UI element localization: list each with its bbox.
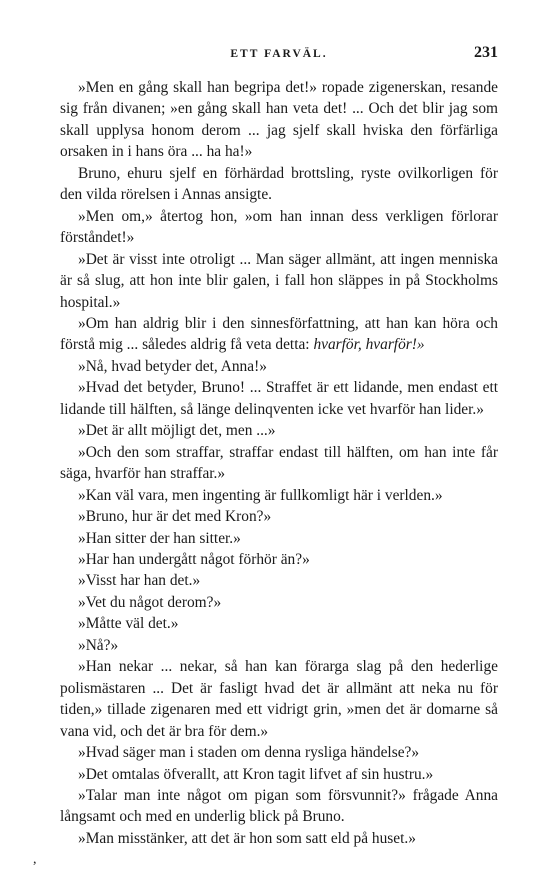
paragraph: »Bruno, hur är det med Kron?» <box>78 508 272 526</box>
page-header <box>60 44 498 68</box>
paragraph: »Det är visst inte otroligt ... Man säger allmänt, att ingen menniska är så slug, att hon inte blir galen, i fall hon släppes in på Stockholms hospital.» <box>60 250 498 311</box>
paragraph: »Han sitter der han sitter.» <box>78 529 241 547</box>
paragraph: »Nå, hvad betyder det, Anna!» <box>78 357 267 375</box>
paragraph: »Han nekar ... nekar, så han kan förarga slag på den hederlige polismästaren ... Det är fasligt hvad det är allmänt att neka nu för tiden,» tillade zigenaren med ett vidrigt grin, »men det är domarne så vana vid, och det är bra för dem.» <box>60 658 498 740</box>
paragraph <box>60 313 498 356</box>
paragraph: »Har han undergått något förhör än?» <box>78 550 310 568</box>
paragraph: »Måtte väl det.» <box>78 615 179 633</box>
paragraph: »Det omtalas öfverallt, att Kron tagit lifvet af sin hustru.» <box>78 765 434 783</box>
paragraph: »Hvad det betyder, Bruno! ... Straffet är ett lidande, men endast ett lidande till hälften, så länge delinqventen icke vet hvarför han lider.» <box>60 379 498 418</box>
paragraph: »Visst har han det.» <box>78 572 201 590</box>
paragraph: »Kan väl vara, men ingenting är fullkomligt här i verlden.» <box>78 486 443 504</box>
paragraph: »Och den som straffar, straffar endast till hälften, om han inte får säga, hvarför han straffar.» <box>60 443 498 483</box>
paragraph: »Talar man inte något om pigan som försvunnit?» frågade Anna långsamt och med en underlig blick på Bruno. <box>60 786 498 826</box>
paragraph: »Men om,» återtog hon, »om han innan dess verkligen förlorar förståndet!» <box>60 207 498 247</box>
paragraph: »Det är allt möjligt det, men ...» <box>78 422 276 440</box>
italic-emphasis: hvarför, hvarför!» <box>313 336 425 354</box>
paragraph: Bruno, ehuru sjelf en förhärdad brottsling, ryste ovilkorligen för den vilda rörelsen i Annas ansigte. <box>60 164 498 204</box>
stray-ink-mark: , <box>33 852 37 867</box>
running-title: ETT FARVÄL. <box>230 48 328 60</box>
body-text <box>60 77 498 849</box>
page-number: 231 <box>474 44 498 61</box>
paragraph-text: »Om han aldrig blir i den sinnesförfattning, att han kan höra och förstå mig ... således aldrig få veta detta: <box>60 314 498 354</box>
paragraph: »Men en gång skall han begripa det!» ropade zigenerskan, resande sig från divanen; »en gång skall han veta det! ... Och det blir jag som skall upplysa honom derom ... jag sjelf skall hviska den förfärliga orsaken in i hans öra ... ha ha!» <box>60 79 498 161</box>
paragraph: »Vet du något derom?» <box>78 593 222 611</box>
paragraph: »Man misstänker, att det är hon som satt eld på huset.» <box>78 829 416 847</box>
paragraph: »Nå?» <box>78 636 119 654</box>
paragraph: »Hvad säger man i staden om denna rysliga händelse?» <box>78 744 420 762</box>
